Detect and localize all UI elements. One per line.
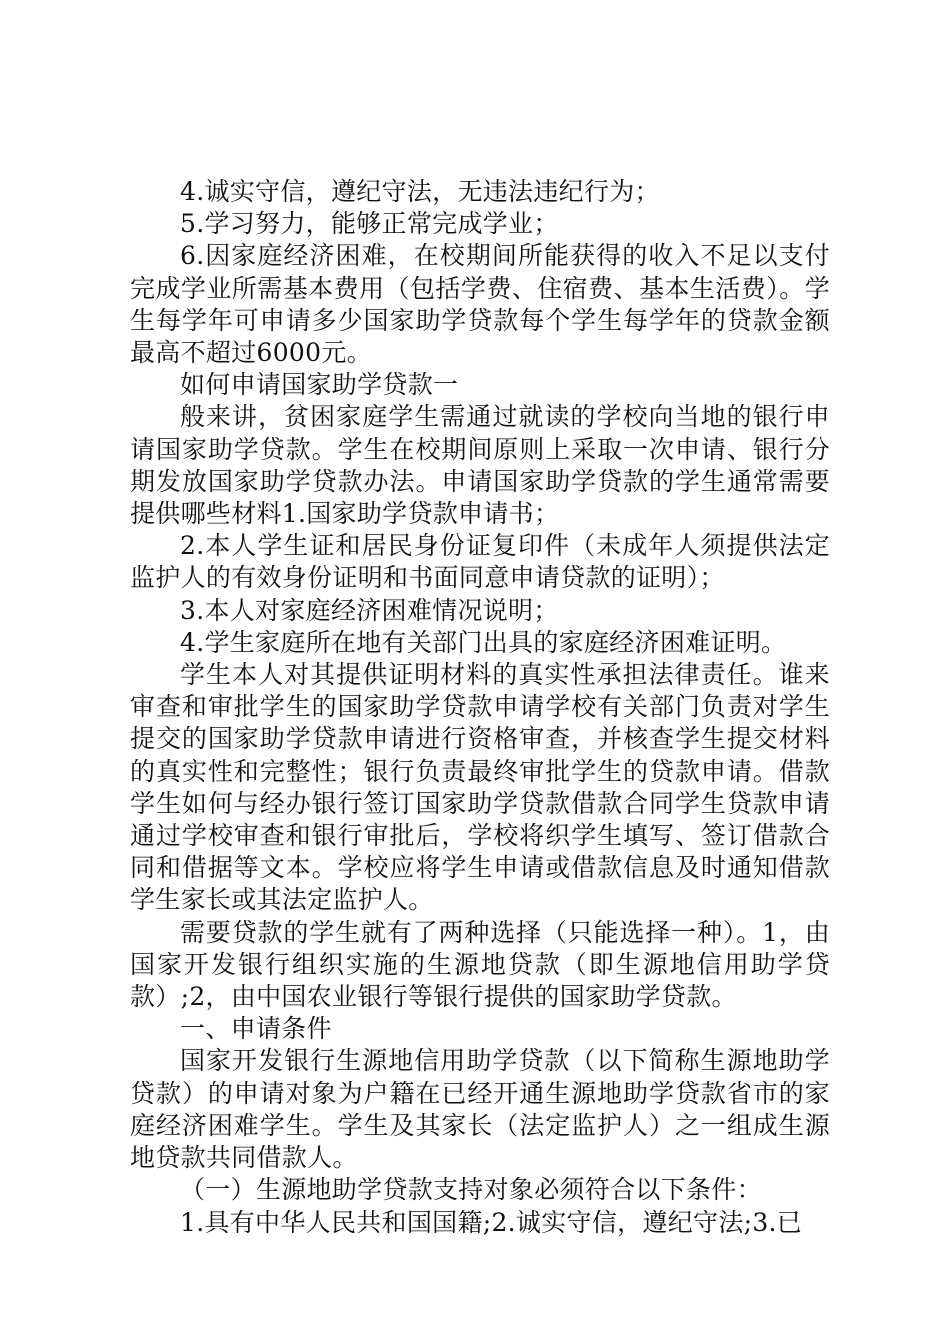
- paragraph-material-3: 3.本人对家庭经济困难情况说明；: [180, 595, 559, 625]
- paragraph-review-and-contract: 学生本人对其提供证明材料的真实性承担法律责任。谁来审查和审批学生的国家助学贷款申请学校有关部门负责对学生提交的国家助学贷款申请进行资格审查，并核查学生提交材料的真实性和完整性；银行负责最终审批学生的贷款申请。借款学生如何与经办银行签订国家助学贷款借款合同学生贷款申请通过学校审查和银行审批后，学校将织学生填写、签订借款合同和借据等文本。学校应将学生申请或借款信息及时通知借款学生家长或其法定监护人。: [130, 660, 830, 915]
- paragraph-condition-4: 4.诚实守信，遵纪守法，无违法违纪行为；: [180, 177, 660, 206]
- paragraph-material-2: 2.本人学生证和居民身份证复印件（未成年人须提供法定监护人的有效身份证明和书面同意申请贷款的证明）；: [130, 531, 830, 593]
- section-heading-conditions: 一、申请条件: [180, 1014, 332, 1044]
- document-body: [130, 176, 830, 1239]
- paragraph-two-choices: 需要贷款的学生就有了两种选择（只能选择一种）。1，由国家开发银行组织实施的生源地贷款（即生源地信用助学贷款）;2，由中国农业银行等银行提供的国家助学贷款。: [130, 917, 830, 1012]
- subsection-heading-eligibility: （一）生源地助学贷款支持对象必须符合以下条件：: [180, 1175, 762, 1205]
- paragraph-eligibility-list: 1.具有中华人民共和国国籍;2.诚实守信，遵纪守法;3.已: [180, 1207, 803, 1237]
- paragraph-condition-6: 6.因家庭经济困难，在校期间所能获得的收入不足以支付完成学业所需基本费用（包括学费、住宿费、基本生活费）。学生每学年可申请多少国家助学贷款每个学生每学年的贷款金额最高不超过6000元。: [130, 241, 830, 368]
- paragraph-how-to-apply: 般来讲，贫困家庭学生需通过就读的学校向当地的银行申请国家助学贷款。学生在校期间原则上采取一次申请、银行分期发放国家助学贷款办法。申请国家助学贷款的学生通常需要提供哪些材料1.国家助学贷款申请书；: [130, 402, 830, 529]
- paragraph-cdb-loan: 国家开发银行生源地信用助学贷款（以下简称生源地助学贷款）的申请对象为户籍在已经开通生源地助学贷款省市的家庭经济困难学生。学生及其家长（法定监护人）之一组成生源地贷款共同借款人。: [130, 1046, 830, 1173]
- paragraph-how-to-apply-heading: 如何申请国家助学贷款一: [180, 370, 459, 400]
- paragraph-condition-5: 5.学习努力，能够正常完成学业；: [180, 209, 559, 239]
- paragraph-material-4: 4.学生家庭所在地有关部门出具的家庭经济困难证明。: [180, 627, 787, 657]
